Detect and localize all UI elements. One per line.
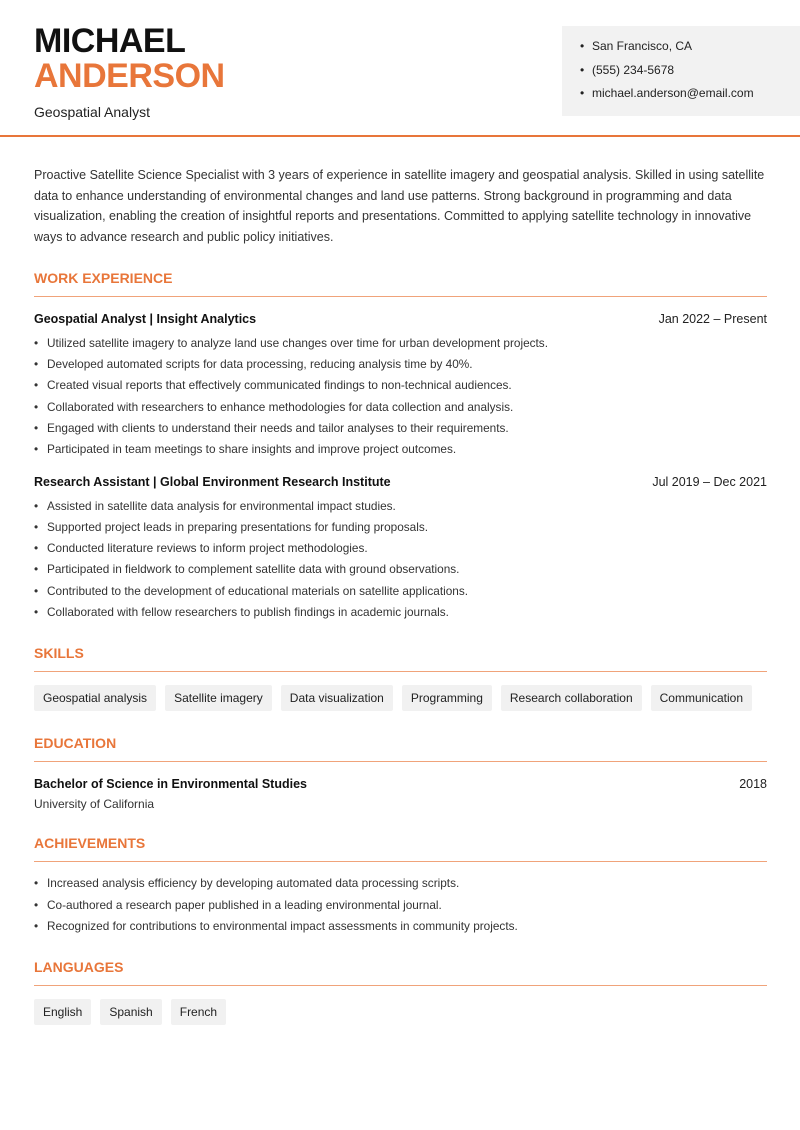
contact-email	[580, 86, 800, 110]
contact-phone	[580, 63, 800, 87]
contact-box	[562, 26, 800, 116]
language-tags	[34, 999, 767, 1025]
work-section	[34, 270, 767, 624]
section-title-education: EDUCATION	[34, 735, 767, 762]
skill-tag: Data visualization	[281, 685, 393, 711]
skills-section	[34, 645, 767, 711]
job-title: Geospatial Analyst	[34, 104, 150, 120]
list-item: • Engaged with clients to understand their needs and tailor analyses to their requirements.	[34, 421, 509, 435]
bullet-icon: •	[580, 39, 585, 53]
bullet-icon: •	[580, 86, 585, 100]
achievement-bullets	[34, 873, 767, 937]
list-item: • Participated in fieldwork to complement satellite data with ground observations.	[34, 562, 460, 577]
location-text: San Francisco, CA	[592, 39, 693, 53]
list-item: • Collaborated with fellow researchers to publish findings in academic journals.	[34, 605, 449, 620]
email-text[interactable]: michael.anderson@email.com	[592, 86, 754, 100]
list-item: • Assisted in satellite data analysis for environmental impact studies.	[34, 498, 396, 513]
list-item: • Created visual reports that effectively communicated findings to non-technical audiences.	[34, 378, 512, 393]
language-tag: French	[171, 999, 226, 1025]
last-name: ANDERSON	[34, 57, 225, 95]
skill-tag: Satellite imagery	[165, 685, 272, 711]
job-role: Geospatial Analyst | Insight Analytics	[34, 311, 257, 326]
skill-tag: Programming	[402, 685, 492, 711]
name-block	[34, 24, 225, 120]
language-tag: English	[34, 999, 91, 1025]
skill-tag: Communication	[651, 685, 752, 711]
list-item: • Co-authored a research paper published in a leading environmental journal.	[34, 897, 442, 912]
resume-header	[0, 0, 800, 137]
contact-location	[580, 39, 800, 63]
summary: Proactive Satellite Science Specialist with 3 years of experience in satellite imagery and geospatial analysis. Skilled in using satellite data to enhance understanding of environmental changes and land use patterns. Strong background in programming and data visualization, enabling the creation of insightful reports and presentations. Committed to applying satellite technology in innovative ways to advance research and public policy initiatives.	[34, 168, 765, 245]
skills-tags	[34, 685, 767, 711]
bullet-icon: •	[580, 62, 585, 77]
job-header	[34, 312, 767, 326]
achievements-section	[34, 835, 767, 937]
job-bullets	[34, 496, 767, 624]
education-header	[34, 777, 767, 791]
job-bullets	[34, 333, 767, 461]
skill-tag: Geospatial analysis	[34, 685, 156, 711]
school: University of California	[34, 797, 155, 812]
resume-body	[34, 165, 767, 1025]
job-header	[34, 475, 767, 489]
list-item: • Contributed to the development of educational materials on satellite applications.	[34, 583, 469, 598]
degree: Bachelor of Science in Environmental Studies	[34, 777, 307, 792]
languages-section	[34, 959, 767, 1025]
list-item: • Recognized for contributions to environmental impact assessments in community projects.	[34, 918, 518, 933]
list-item: • Participated in team meetings to share insights and improve project outcomes.	[34, 442, 457, 457]
graduation-year: 2018	[739, 777, 767, 792]
job-dates: Jul 2019 – Dec 2021	[652, 474, 767, 489]
skill-tag: Research collaboration	[501, 685, 642, 711]
job-role: Research Assistant | Global Environment Research Institute	[34, 474, 391, 489]
list-item: • Utilized satellite imagery to analyze land use changes over time for urban development projects.	[34, 335, 548, 350]
language-tag: Spanish	[100, 999, 161, 1025]
section-title-achievements: ACHIEVEMENTS	[34, 835, 767, 862]
list-item: • Conducted literature reviews to inform project methodologies.	[34, 541, 368, 556]
list-item: • Supported project leads in preparing presentations for funding proposals.	[34, 519, 429, 534]
first-name: MICHAEL	[34, 22, 186, 60]
phone-text: (555) 234-5678	[592, 62, 675, 77]
job-dates: Jan 2022 – Present	[658, 311, 767, 326]
section-title-languages: LANGUAGES	[34, 959, 767, 986]
list-item: • Developed automated scripts for data processing, reducing analysis time by 40%.	[34, 357, 473, 372]
list-item: • Increased analysis efficiency by developing automated data processing scripts.	[34, 876, 460, 891]
section-title-work: WORK EXPERIENCE	[34, 270, 767, 297]
education-section	[34, 735, 767, 811]
list-item: • Collaborated with researchers to enhance methodologies for data collection and analysis.	[34, 399, 514, 414]
section-title-skills: SKILLS	[34, 645, 767, 672]
